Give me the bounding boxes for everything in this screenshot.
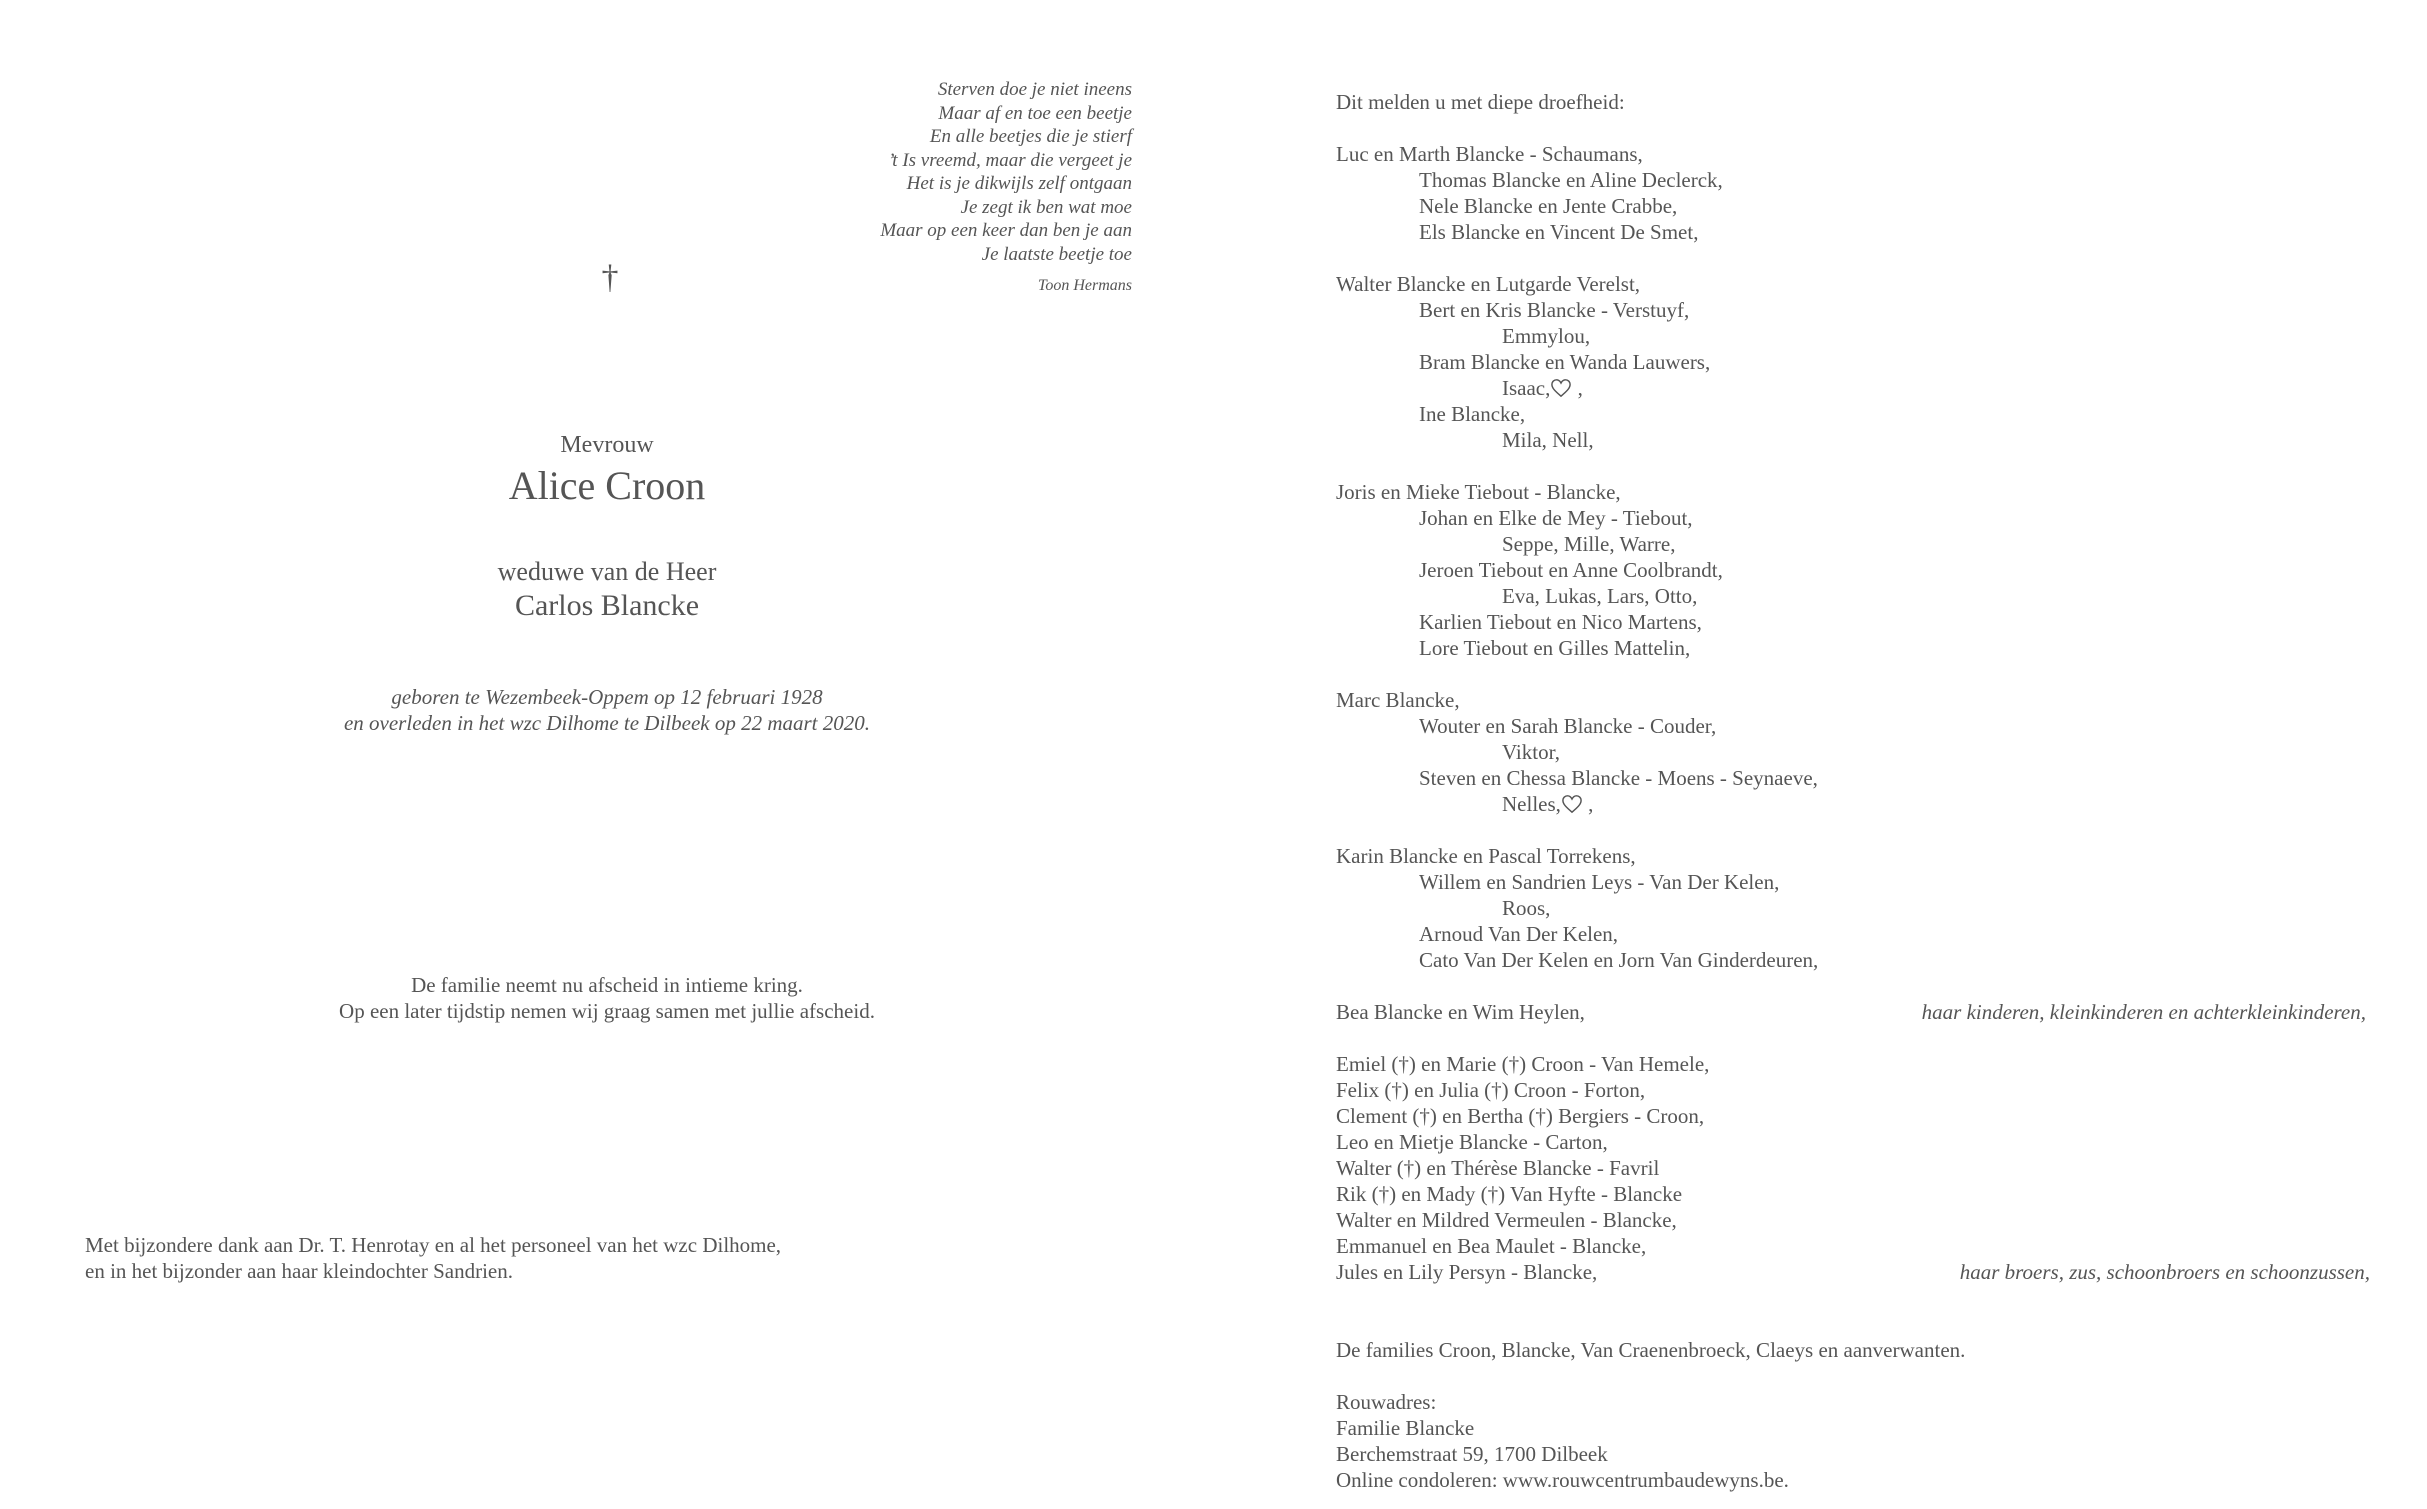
- poem-line: Maar af en toe een beetje: [938, 102, 1132, 124]
- family-member-line-text: Walter Blancke en Lutgarde Verelst,: [1336, 272, 1641, 296]
- birth-line: geboren te Wezembeek-Oppem op 12 februari 1928: [391, 685, 823, 709]
- family-member-line-text: Cato Van Der Kelen en Jorn Van Ginderdeuren,: [1419, 948, 1819, 972]
- family-member-line: [1336, 843, 2366, 869]
- sibling-line: [1336, 1207, 2366, 1233]
- address-online: [1336, 1467, 2366, 1493]
- spacer: [1336, 115, 2366, 141]
- intro-line-text: Dit melden u met diepe droefheid:: [1336, 90, 1625, 114]
- family-member-line: [1336, 297, 2366, 323]
- family-member-line-text: Bert en Kris Blancke - Verstuyf,: [1419, 298, 1690, 322]
- family-member-line: [1336, 999, 2366, 1025]
- family-member-line-text: Nelles,: [1502, 792, 1561, 816]
- farewell-note: [207, 972, 1007, 1024]
- death-line: en overleden in het wzc Dilhome te Dilbeek op 22 maart 2020.: [343, 711, 871, 735]
- sibling-line: [1336, 1077, 2366, 1103]
- poem-line: Je laatste beetje toe: [981, 243, 1132, 265]
- sibling-line-text: Emmanuel en Bea Maulet - Blancke,: [1336, 1234, 1647, 1258]
- heart-suffix: ,: [1572, 376, 1583, 400]
- family-member-line: [1336, 219, 2366, 245]
- deceased-title: Mevrouw: [560, 432, 654, 458]
- family-member-line: [1336, 609, 2366, 635]
- poem-author: Toon Hermans: [1037, 277, 1132, 294]
- sibling-line-text: Emiel (†) en Marie (†) Croon - Van Hemele,: [1336, 1052, 1710, 1076]
- family-member-line-text: Jeroen Tiebout en Anne Coolbrandt,: [1419, 558, 1723, 582]
- sibling-line-text: Felix (†) en Julia (†) Croon - Forton,: [1336, 1078, 1646, 1102]
- family-member-line: [1336, 687, 2366, 713]
- family-member-line-text: Emmylou,: [1502, 324, 1591, 348]
- address-name: [1336, 1415, 2366, 1441]
- family-member-line: [1336, 635, 2366, 661]
- family-member-line-text: Viktor,: [1502, 740, 1560, 764]
- family-member-line-text: Lore Tiebout en Gilles Mattelin,: [1419, 636, 1691, 660]
- family-member-line-text: Roos,: [1502, 896, 1551, 920]
- spacer: [1336, 1311, 2366, 1337]
- family-member-line: [1336, 427, 2366, 453]
- family-member-line-text: Luc en Marth Blancke - Schaumans,: [1336, 142, 1643, 166]
- sibling-line-text: Walter en Mildred Vermeulen - Blancke,: [1336, 1208, 1677, 1232]
- family-member-line: [1336, 401, 2366, 427]
- family-member-line-text: Thomas Blancke en Aline Declerck,: [1419, 168, 1723, 192]
- spacer: [1336, 661, 2366, 687]
- family-member-line-text: Steven en Chessa Blancke - Moens - Seynaeve,: [1419, 766, 1818, 790]
- sibling-line-text: Jules en Lily Persyn - Blancke,: [1336, 1260, 1598, 1284]
- thanks-note: [85, 1232, 985, 1284]
- children-summary: haar kinderen, kleinkinderen en achterkleinkinderen,: [1921, 1000, 2366, 1024]
- poem-line: Je zegt ik ben wat moe: [960, 196, 1132, 218]
- family-member-line: [1336, 921, 2366, 947]
- family-member-line-text: Bea Blancke en Wim Heylen,: [1336, 1000, 1585, 1024]
- deceased-name: Alice Croon: [508, 463, 706, 508]
- spacer: [1336, 973, 2366, 999]
- spacer: [1336, 1363, 2366, 1389]
- heart-suffix: ,: [1582, 792, 1594, 816]
- spacer: [1336, 1285, 2366, 1311]
- poem-line: Maar op een keer dan ben je aan: [880, 220, 1132, 241]
- sibling-line-text: Rik (†) en Mady (†) Van Hyfte - Blancke: [1336, 1182, 1683, 1206]
- thanks-line-2: en in het bijzonder aan haar kleindochter Sandrien.: [85, 1259, 513, 1283]
- family-member-line: [1336, 193, 2366, 219]
- family-member-line-text: Ine Blancke,: [1419, 402, 1526, 426]
- family-member-line-text: Nele Blancke en Jente Crabbe,: [1419, 194, 1678, 218]
- families-line: [1336, 1337, 2366, 1363]
- family-member-line-text: Willem en Sandrien Leys - Van Der Kelen,: [1419, 870, 1780, 894]
- address-online-text: Online condoleren: www.rouwcentrumbaudewyns.be.: [1336, 1468, 1789, 1492]
- cross-icon: †: [601, 259, 619, 296]
- poem-line: En alle beetjes die je stierf: [929, 126, 1132, 147]
- family-member-line: [1336, 947, 2366, 973]
- family-member-line-text: Marc Blancke,: [1336, 688, 1460, 712]
- sibling-line: [1336, 1051, 2366, 1077]
- intro-line: [1336, 89, 2366, 115]
- address-label-text: Rouwadres:: [1336, 1390, 1437, 1414]
- family-member-line: [1336, 479, 2366, 505]
- family-member-line-text: Bram Blancke en Wanda Lauwers,: [1419, 350, 1711, 374]
- farewell-line-1: De familie neemt nu afscheid in intieme kring.: [411, 973, 803, 997]
- address-street-text: Berchemstraat 59, 1700 Dilbeek: [1336, 1442, 1608, 1466]
- farewell-line-2: Op een later tijdstip nemen wij graag samen met jullie afscheid.: [339, 999, 875, 1023]
- spacer: [1336, 1025, 2366, 1051]
- family-member-line: [1336, 375, 2366, 401]
- birth-death-info: [207, 684, 1007, 736]
- family-member-line-text: Isaac,: [1502, 376, 1551, 400]
- family-member-line: [1336, 505, 2366, 531]
- family-member-line: [1336, 323, 2366, 349]
- family-member-line: [1336, 895, 2366, 921]
- spacer: [1336, 817, 2366, 843]
- family-member-line: [1336, 791, 2366, 817]
- address-street: [1336, 1441, 2366, 1467]
- announcement: [1336, 89, 2370, 1493]
- family-member-line: [1336, 141, 2366, 167]
- spacer: [1336, 453, 2366, 479]
- thanks-line-1: Met bijzondere dank aan Dr. T. Henrotay en al het personeel van het wzc Dilhome,: [85, 1233, 782, 1257]
- poem-line: Het is je dikwijls zelf ontgaan: [906, 173, 1132, 194]
- sibling-line-text: Leo en Mietje Blancke - Carton,: [1336, 1130, 1608, 1154]
- heart-icon: [1561, 794, 1583, 814]
- family-member-line-text: Joris en Mieke Tiebout - Blancke,: [1336, 480, 1621, 504]
- family-member-line-text: Seppe, Mille, Warre,: [1502, 532, 1676, 556]
- family-member-line-text: Wouter en Sarah Blancke - Couder,: [1419, 714, 1717, 738]
- poem-line: ’t Is vreemd, maar die vergeet je: [888, 149, 1132, 171]
- family-member-line: [1336, 765, 2366, 791]
- family-member-line: [1336, 167, 2366, 193]
- sibling-line: [1336, 1259, 2370, 1285]
- family-member-line-text: Karlien Tiebout en Nico Martens,: [1419, 610, 1702, 634]
- family-member-line: [1336, 271, 2366, 297]
- family-member-line: [1336, 349, 2366, 375]
- family-member-line-text: Mila, Nell,: [1502, 428, 1594, 452]
- poem-line: Sterven doe je niet ineens: [937, 79, 1132, 100]
- family-member-line-text: Els Blancke en Vincent De Smet,: [1419, 220, 1699, 244]
- sibling-line: [1336, 1155, 2366, 1181]
- poem: [712, 78, 1132, 298]
- family-member-line: [1336, 557, 2366, 583]
- address-name-text: Familie Blancke: [1336, 1416, 1475, 1440]
- family-member-line: [1336, 583, 2366, 609]
- sibling-line: [1336, 1233, 2366, 1259]
- family-member-line: [1336, 713, 2366, 739]
- sibling-line: [1336, 1181, 2366, 1207]
- family-member-line-text: Johan en Elke de Mey - Tiebout,: [1419, 506, 1693, 530]
- heart-icon: [1550, 378, 1572, 398]
- sibling-line: [1336, 1103, 2366, 1129]
- sibling-line-text: Walter (†) en Thérèse Blancke - Favril: [1336, 1156, 1660, 1180]
- family-member-line: [1336, 869, 2366, 895]
- family-member-line: [1336, 531, 2366, 557]
- family-member-line-text: Eva, Lukas, Lars, Otto,: [1502, 584, 1698, 608]
- siblings-summary: haar broers, zus, schoonbroers en schoonzussen,: [1959, 1260, 2370, 1284]
- families-line-text: De families Croon, Blancke, Van Craenenbroeck, Claeys en aanverwanten.: [1336, 1338, 1966, 1362]
- widow-label: weduwe van de Heer: [497, 557, 717, 586]
- address-label: [1336, 1389, 2366, 1415]
- family-member-line: [1336, 739, 2366, 765]
- husband-name: Carlos Blancke: [514, 589, 700, 622]
- sibling-line-text: Clement (†) en Bertha (†) Bergiers - Croon,: [1336, 1104, 1705, 1128]
- spacer: [1336, 245, 2366, 271]
- family-member-line-text: Arnoud Van Der Kelen,: [1419, 922, 1619, 946]
- sibling-line: [1336, 1129, 2366, 1155]
- family-member-line-text: Karin Blancke en Pascal Torrekens,: [1336, 844, 1636, 868]
